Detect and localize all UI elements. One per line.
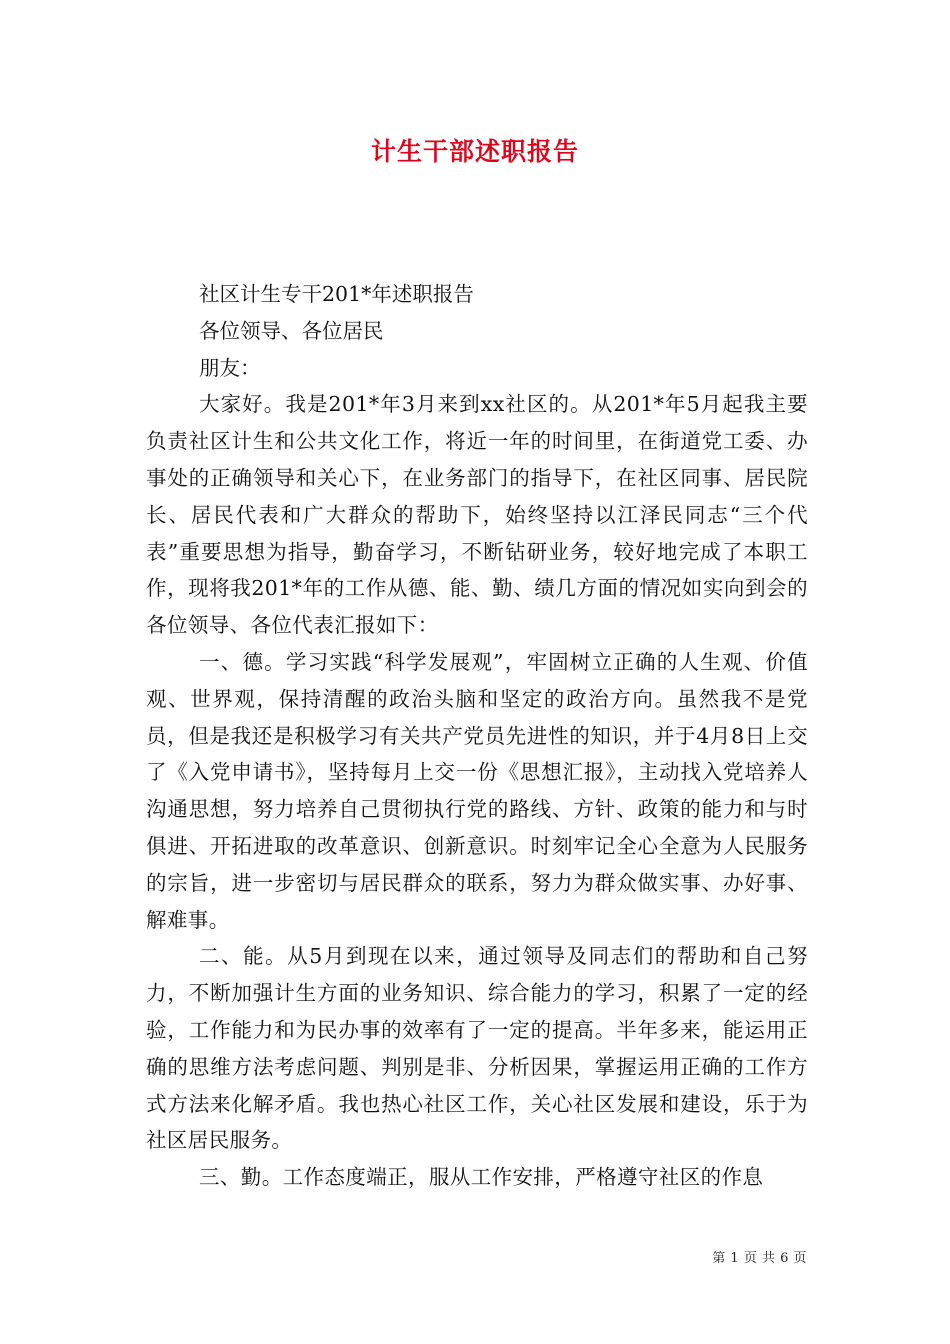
document-title: 计生干部述职报告 bbox=[370, 137, 579, 166]
report-subtitle: 社区计生专干201*年述职报告 bbox=[199, 282, 474, 306]
document-body bbox=[146, 276, 808, 1196]
paragraph-intro: 大家好。我是201*年3月来到xx社区的。从201*年5月起我主要负责社区计生和公共文化工作，将近一年的时间里，在街道党工委、办事处的正确领导和关心下，在业务部门的指导下，在社区同事、居民院长、居民代表和广大群众的帮助下，始终坚持以江泽民同志“三个代表”重要思想为指导，勤奋学习，不断钻研业务，较好地完成了本职工作，现将我201*年的工作从德、能、勤、绩几方面的情况如实向到会的各位领导、各位代表汇报如下： bbox=[146, 392, 808, 638]
salutation-line-cont: 朋友： bbox=[199, 355, 261, 380]
paragraph-ability: 二、能。从5月到现在以来，通过领导及同志们的帮助和自己努力，不断加强计生方面的业务知识、综合能力的学习，积累了一定的经验，工作能力和为民办事的效率有了一定的提高。半年多来，能运用正确的思维方法考虑问题、判别是非、分析因果，掌握运用正确的工作方式方法来化解矛盾。我也热心社区工作，关心社区发展和建设，乐于为社区居民服务。 bbox=[146, 944, 808, 1153]
page-number: 第 1 页 共 6 页 bbox=[712, 1251, 807, 1266]
paragraph-diligence: 三、勤。工作态度端正，服从工作安排，严格遵守社区的作息 bbox=[199, 1165, 764, 1190]
paragraph-virtue: 一、德。学习实践“科学发展观”，牢固树立正确的人生观、价值观、世界观，保持清醒的政治头脑和坚定的政治方向。虽然我不是党员，但是我还是积极学习有关共产党员先进性的知识，并于4月8日上交了《入党申请书》，坚持每月上交一份《思想汇报》，主动找入党培养人沟通思想，努力培养自己贯彻执行党的路线、方针、政策的能力和与时俱进、开拓进取的改革意识、创新意识。时刻牢记全心全意为人民服务的宗旨，进一步密切与居民群众的联系，努力为群众做实事、办好事、解难事。 bbox=[146, 649, 808, 932]
salutation-line: 各位领导、各位居民 bbox=[199, 318, 384, 343]
